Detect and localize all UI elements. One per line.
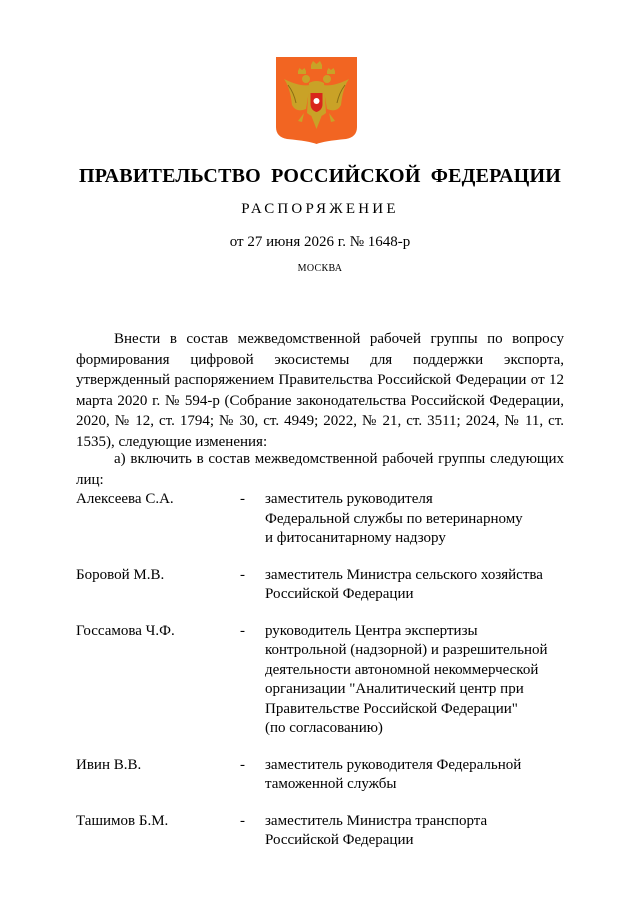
list-item <box>76 812 576 851</box>
member-dash: - <box>240 812 245 829</box>
city-name: МОСКВА <box>297 263 343 274</box>
member-dash: - <box>240 756 245 773</box>
intro-paragraph: Внести в состав межведомственной рабочей группы по вопросу формирования цифровой экосистемы для поддержки экспорта, утвержденный распоряжением Правительства Российской Федерации от 12 марта 2020 г. № 594-р (Собрание законодательства Российской Федерации, 2020, № 12, ст. 1794; № 30, ст. 4949; 2022, № 21, ст. 3511; 2024, № 11, ст. 1535), следующие изменения: <box>76 331 564 450</box>
member-name: Ивин В.В. <box>76 756 142 773</box>
member-position: руководитель Центра экспертизы контрольной (надзорной) и разрешительной деятельности автономной некоммерческой организации "Аналитический центр при Правительстве Российской Федерации" (по согласованию) <box>265 622 548 736</box>
list-item <box>76 566 576 605</box>
member-name: Госсамова Ч.Ф. <box>76 622 175 639</box>
member-position: заместитель руководителя Федеральной службы по ветеринарному и фитосанитарному надзору <box>265 491 523 546</box>
member-position: заместитель Министра сельского хозяйства Российской Федерации <box>265 566 543 602</box>
document-type: РАСПОРЯЖЕНИЕ <box>241 201 399 217</box>
member-name: Алексеева С.А. <box>76 491 174 507</box>
document-date-number: от 27 июня 2026 г. № 1648-р <box>229 234 411 250</box>
coat-of-arms-icon <box>276 57 357 144</box>
member-dash: - <box>240 566 245 583</box>
member-dash: - <box>240 622 245 639</box>
item-a-paragraph: а) включить в состав межведомственной рабочей группы следующих лиц: <box>76 451 564 488</box>
member-name: Боровой М.В. <box>76 566 165 583</box>
member-list <box>76 490 576 868</box>
member-position: заместитель руководителя Федеральной таможенной службы <box>265 756 522 792</box>
list-item <box>76 490 576 549</box>
list-item <box>76 756 576 795</box>
member-dash: - <box>240 491 245 507</box>
member-name: Ташимов Б.М. <box>76 812 169 829</box>
government-title: ПРАВИТЕЛЬСТВО РОССИЙСКОЙ ФЕДЕРАЦИИ <box>79 165 561 187</box>
list-item <box>76 622 576 739</box>
member-position: заместитель Министра транспорта Российской Федерации <box>265 812 488 848</box>
